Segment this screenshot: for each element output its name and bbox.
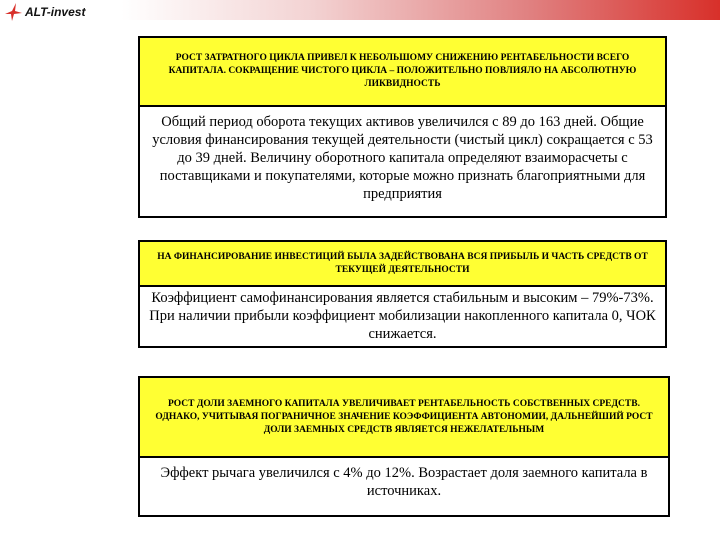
block-2-header: НА ФИНАНСИРОВАНИЕ ИНВЕСТИЦИЙ БЫЛА ЗАДЕЙСТВОВАНА ВСЯ ПРИБЫЛЬ И ЧАСТЬ СРЕДСТВ ОТ ТЕКУЩЕЙ ДЕЯТЕЛЬНОСТИ [140,242,665,287]
block-2 [138,240,667,348]
logo-star-icon [3,2,23,22]
block-1-header: РОСТ ЗАТРАТНОГО ЦИКЛА ПРИВЕЛ К НЕБОЛЬШОМУ СНИЖЕНИЮ РЕНТАБЕЛЬНОСТИ ВСЕГО КАПИТАЛА. СОКРАЩЕНИЕ ЧИСТОГО ЦИКЛА – ПОЛОЖИТЕЛЬНО ПОВЛИЯЛО НА АБСОЛЮТНУЮ ЛИКВИДНОСТЬ [140,38,665,107]
logo [3,2,85,22]
block-3-header: РОСТ ДОЛИ ЗАЕМНОГО КАПИТАЛА УВЕЛИЧИВАЕТ РЕНТАБЕЛЬНОСТЬ СОБСТВЕННЫХ СРЕДСТВ. ОДНАКО, УЧИТЫВАЯ ПОГРАНИЧНОЕ ЗНАЧЕНИЕ КОЭФФИЦИЕНТА АВТОНОМИИ, ДАЛЬНЕЙШИЙ РОСТ ДОЛИ ЗАЕМНЫХ СРЕДСТВ ЯВЛЯЕТСЯ НЕЖЕЛАТЕЛЬНЫМ [140,378,668,458]
logo-text: ALT-invest [25,5,86,19]
block-3 [138,376,670,517]
block-2-body: Коэффициент самофинансирования является стабильным и высоким – 79%-73%. При наличии прибыли коэффициент мобилизации накопленного капитала 0, ЧОК снижается. [149,290,656,342]
block-1-body: Общий период оборота текущих активов увеличился с 89 до 163 дней. Общие условия финансирования текущей деятельности (чистый цикл) сокращается с 53 до 39 дней. Величину оборотного капитала определяют взаиморасчеты с поставщиками и покупателями, которые можно признать благоприятными для предприятия [152,114,653,202]
header-gradient-bar [90,0,720,20]
block-3-body: Эффект рычага увеличился с 4% до 12%. Возрастает доля заемного капитала в источниках. [160,465,648,499]
block-1 [138,36,667,218]
